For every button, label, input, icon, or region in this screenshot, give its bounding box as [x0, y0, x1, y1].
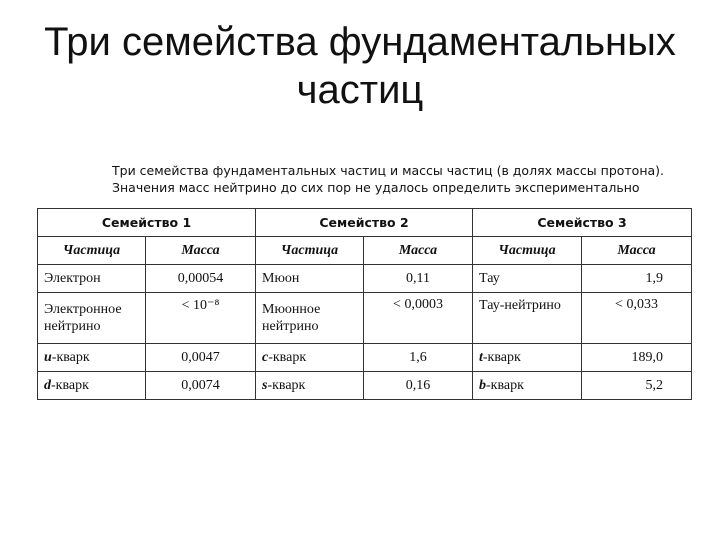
- column-header-mass: Масса: [146, 237, 256, 265]
- particle-name: [38, 293, 146, 344]
- particle-mass: 0,0074: [146, 372, 256, 400]
- quark-letter: u: [44, 350, 52, 365]
- particle-name-line-1: Мюонное: [262, 302, 321, 317]
- table-row: [38, 265, 692, 293]
- particle-name: [38, 344, 146, 372]
- table-row: [38, 293, 692, 344]
- caption-line-1: Три семейства фундаментальных частиц и массы частиц (в долях массы протона).: [112, 163, 665, 178]
- quark-letter: t: [479, 350, 483, 365]
- quark-suffix: -кварк: [486, 378, 524, 393]
- quark-suffix: -кварк: [482, 350, 521, 365]
- quark-letter: c: [262, 350, 269, 365]
- particle-name: [256, 293, 364, 344]
- slide-title-line-1: Три семейства фундаментальных: [44, 20, 676, 64]
- particle-mass: < 0,0003: [364, 293, 473, 344]
- quark-suffix: -кварк: [51, 350, 90, 365]
- particle-name: [473, 372, 582, 400]
- particle-name: [256, 372, 364, 400]
- table-caption: [112, 162, 672, 196]
- particle-mass: 1,6: [364, 344, 473, 372]
- quark-letter: s: [262, 378, 268, 393]
- family-header-row: [38, 209, 692, 237]
- quark-suffix: -кварк: [268, 350, 307, 365]
- particle-name: [256, 344, 364, 372]
- caption-line-2: Значения масс нейтрино до сих пор не удалось определить экспериментально: [112, 180, 640, 195]
- column-header-particle: Частица: [38, 237, 146, 265]
- quark-letter: d: [44, 378, 51, 393]
- particle-families-table: [37, 208, 692, 400]
- quark-letter: b: [479, 378, 486, 393]
- quark-suffix: -кварк: [267, 378, 306, 393]
- column-header-row: [38, 237, 692, 265]
- column-header-particle: Частица: [256, 237, 364, 265]
- family-2-header: Семейство 2: [256, 209, 473, 237]
- particle-name-line-2: нейтрино: [262, 319, 319, 334]
- particle-name: [38, 372, 146, 400]
- particle-name-line-1: Электронное: [44, 302, 122, 317]
- slide-title-line-2: частиц: [296, 68, 424, 112]
- particle-name: Тау-нейтрино: [473, 293, 582, 344]
- particle-mass: < 10⁻⁸: [146, 293, 256, 344]
- particle-name: Тау: [473, 265, 582, 293]
- particle-mass: 0,00054: [146, 265, 256, 293]
- particle-name: [473, 344, 582, 372]
- slide-title: [0, 18, 720, 114]
- particle-name-line-2: нейтрино: [44, 319, 101, 334]
- column-header-particle: Частица: [473, 237, 582, 265]
- particle-mass: 0,11: [364, 265, 473, 293]
- table-row: [38, 372, 692, 400]
- particle-name: Мюон: [256, 265, 364, 293]
- family-1-header: Семейство 1: [38, 209, 256, 237]
- particle-name: Электрон: [38, 265, 146, 293]
- family-3-header: Семейство 3: [473, 209, 692, 237]
- particle-mass: 189,0: [582, 344, 692, 372]
- column-header-mass: Масса: [364, 237, 473, 265]
- particle-mass: 5,2: [582, 372, 692, 400]
- column-header-mass: Масса: [582, 237, 692, 265]
- particle-mass: 1,9: [582, 265, 692, 293]
- particle-mass: 0,0047: [146, 344, 256, 372]
- table-row: [38, 344, 692, 372]
- quark-suffix: -кварк: [51, 378, 89, 393]
- particle-mass: 0,16: [364, 372, 473, 400]
- particle-mass: < 0,033: [582, 293, 692, 344]
